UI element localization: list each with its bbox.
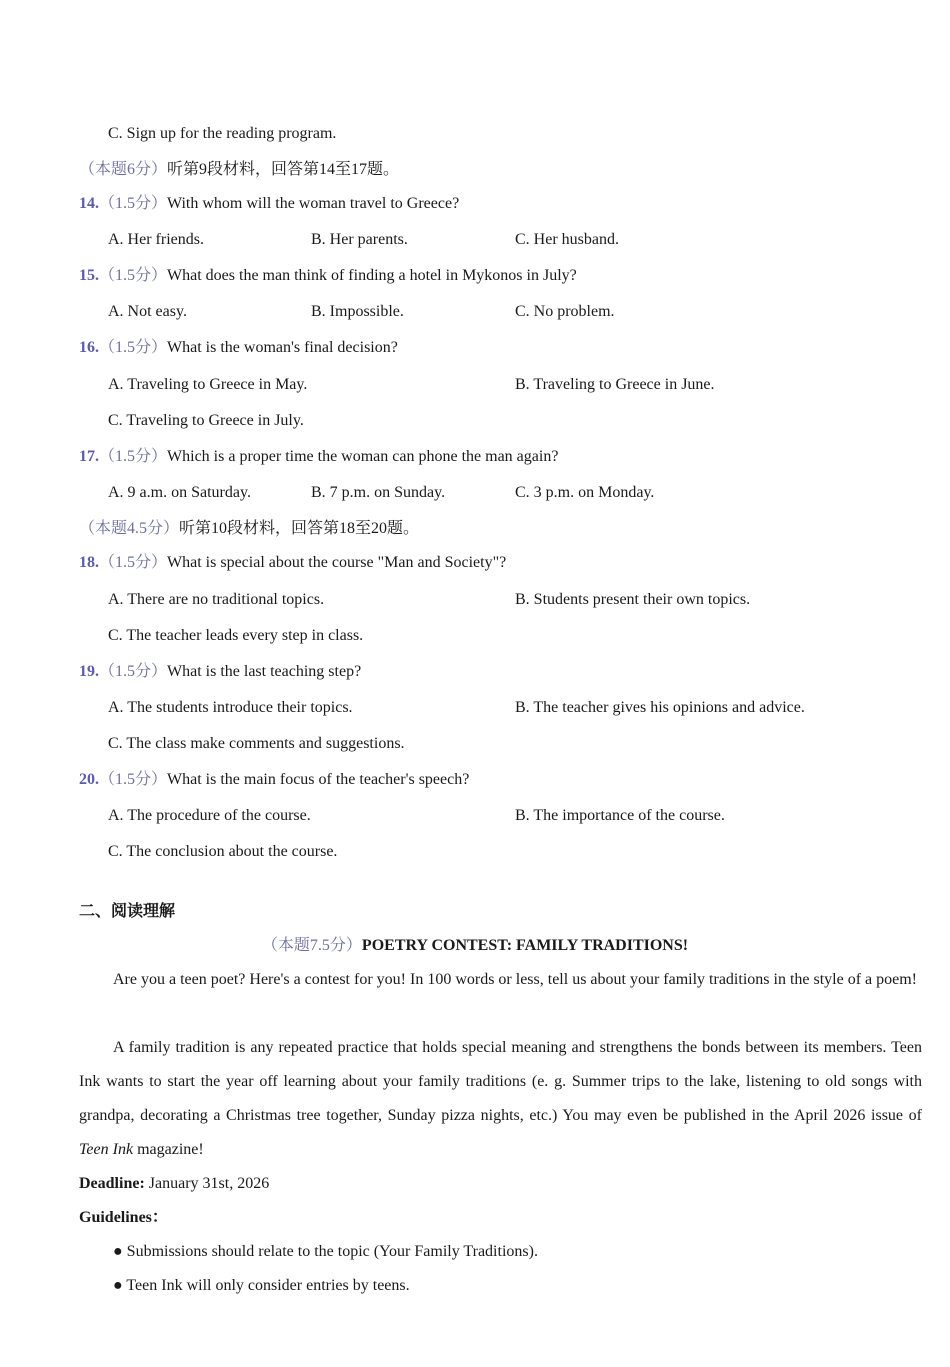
- section-instruction: [79, 519, 419, 539]
- question-20: [79, 770, 469, 790]
- section-text: 听第10段材料，回答第18至20题。: [179, 520, 420, 537]
- paragraph-text-end: magazine!: [133, 1141, 204, 1158]
- guidelines-label: Guidelines：: [79, 1209, 168, 1226]
- option-c: C. No problem.: [515, 303, 615, 320]
- question-19: [79, 662, 361, 682]
- question-score: （1.5分）: [99, 267, 168, 284]
- option-b: B. 7 p.m. on Sunday.: [311, 484, 446, 501]
- question-text: What is the main focus of the teacher's speech?: [167, 771, 470, 788]
- passage-title: [0, 936, 950, 956]
- question-number: 17.: [79, 448, 99, 465]
- passage-title-text: POETRY CONTEST: FAMILY TRADITIONS!: [361, 937, 689, 954]
- paragraph-2: [79, 1031, 922, 1167]
- option-b: B. Her parents.: [311, 231, 408, 248]
- option-a: A. There are no traditional topics.: [108, 591, 325, 608]
- deadline-label: Deadline:: [79, 1175, 145, 1192]
- question-score: （1.5分）: [99, 554, 168, 571]
- section-score: （本题6分）: [79, 161, 168, 178]
- option-c: C. The class make comments and suggestions.: [108, 735, 405, 752]
- option-c: C. The teacher leads every step in class.: [108, 627, 364, 644]
- option-c: C. Sign up for the reading program.: [108, 125, 337, 142]
- question-score: （1.5分）: [99, 195, 168, 212]
- magazine-name: Teen Ink: [79, 1141, 134, 1158]
- section-heading: 二、阅读理解: [79, 903, 176, 920]
- question-number: 14.: [79, 195, 99, 212]
- question-16: [79, 338, 398, 358]
- option-a: A. Traveling to Greece in May.: [108, 376, 308, 393]
- option-b: B. Impossible.: [311, 303, 404, 320]
- option-b: B. The importance of the course.: [515, 807, 725, 824]
- question-number: 20.: [79, 771, 99, 788]
- option-a: A. 9 a.m. on Saturday.: [108, 484, 251, 501]
- question-14: [79, 194, 459, 214]
- question-text: Which is a proper time the woman can phone the man again?: [167, 448, 559, 465]
- question-17: [79, 447, 558, 467]
- option-b: B. Traveling to Greece in June.: [515, 376, 715, 393]
- question-18: [79, 553, 506, 573]
- question-text: With whom will the woman travel to Greece?: [167, 195, 460, 212]
- section-instruction: [79, 160, 399, 180]
- question-score: （1.5分）: [99, 448, 168, 465]
- section-score: （本题4.5分）: [79, 520, 180, 537]
- question-text: What is special about the course "Man and Society"?: [167, 554, 507, 571]
- option-c: C. The conclusion about the course.: [108, 843, 338, 860]
- paragraph-1: [79, 963, 922, 997]
- option-a: A. The procedure of the course.: [108, 807, 311, 824]
- option-a: A. Not easy.: [108, 303, 187, 320]
- question-text: What is the last teaching step?: [167, 663, 362, 680]
- option-c: C. 3 p.m. on Monday.: [515, 484, 655, 501]
- guideline-item: ● Teen Ink will only consider entries by teens.: [113, 1277, 410, 1294]
- question-number: 18.: [79, 554, 99, 571]
- deadline: [79, 1174, 269, 1194]
- guideline-item: ● Submissions should relate to the topic (Your Family Traditions).: [113, 1243, 538, 1260]
- question-number: 16.: [79, 339, 99, 356]
- option-a: A. The students introduce their topics.: [108, 699, 353, 716]
- passage-score: （本题7.5分）: [261, 937, 362, 954]
- question-number: 15.: [79, 267, 99, 284]
- paragraph-text: A family tradition is any repeated practice that holds special meaning and strengthens the bonds between its members. Teen Ink wants to start the year off learning about your family traditions (e. g. Summer trips to the lake, listening to old songs with grandpa, decorating a Christmas tree together, Sunday pizza nights, etc.) You may even be published in the April 2026 issue of: [79, 1039, 922, 1124]
- question-text: What is the woman's final decision?: [167, 339, 398, 356]
- question-score: （1.5分）: [99, 771, 168, 788]
- option-b: B. Students present their own topics.: [515, 591, 751, 608]
- option-a: A. Her friends.: [108, 231, 204, 248]
- deadline-value: January 31st, 2026: [144, 1175, 270, 1192]
- question-number: 19.: [79, 663, 99, 680]
- option-c: C. Traveling to Greece in July.: [108, 412, 304, 429]
- question-score: （1.5分）: [99, 663, 168, 680]
- paragraph-text: Are you a teen poet? Here's a contest for you! In 100 words or less, tell us about your family traditions in the style of a poem!: [113, 971, 918, 988]
- question-15: [79, 266, 577, 286]
- option-b: B. The teacher gives his opinions and advice.: [515, 699, 805, 716]
- option-c: C. Her husband.: [515, 231, 619, 248]
- section-text: 听第9段材料，回答第14至17题。: [167, 161, 400, 178]
- question-score: （1.5分）: [99, 339, 168, 356]
- question-text: What does the man think of finding a hotel in Mykonos in July?: [167, 267, 577, 284]
